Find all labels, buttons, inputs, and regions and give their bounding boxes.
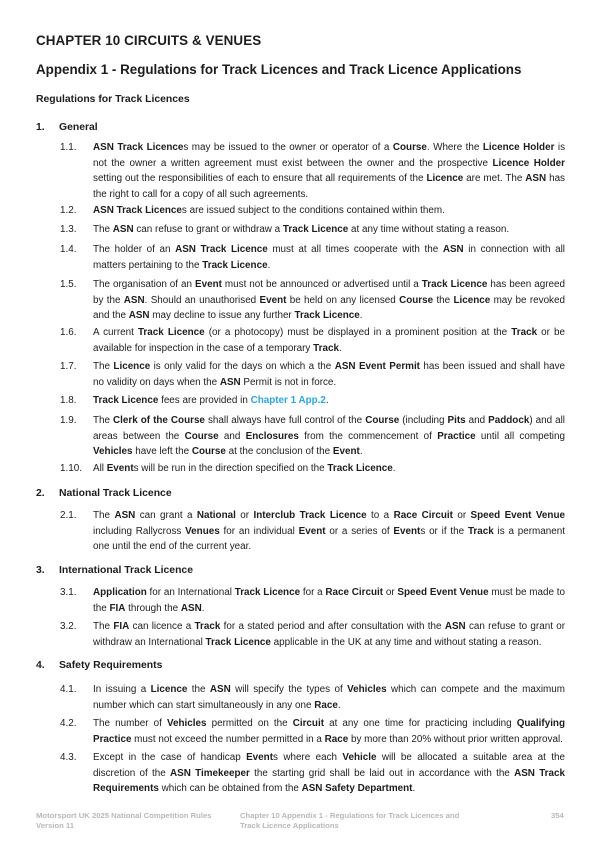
clause-number: 4.2. — [60, 718, 77, 729]
clause-2-1 — [60, 508, 565, 555]
clause-1-4 — [60, 242, 565, 273]
clause-text: Except in the case of handicap Events where each Vehicle will be allocated a suitable area at the discretion of the ASN Timekeeper the starting grid shall be laid out in accordance with the ASN Track Requirements which can be obtained from the ASN Safety Department. — [93, 752, 566, 794]
clause-number: 1.5. — [60, 279, 77, 290]
clause-text: The ASN can refuse to grant or withdraw a Track Licence at any time without stating a reason. — [93, 224, 510, 235]
clause-number: 1.9. — [60, 415, 77, 426]
section-title: General — [59, 122, 98, 133]
clause-number: 4.3. — [60, 752, 77, 763]
appendix-title: Appendix 1 - Regulations for Track Licences and Track Licence Applications — [36, 62, 522, 77]
clause-3-1 — [60, 585, 565, 616]
footer-chapter-reference: Chapter 10 Appendix 1 - Regulations for Track Licences and Track Licence Applications — [240, 811, 460, 830]
clause-number: 2.1. — [60, 510, 77, 521]
regulations-subheading: Regulations for Track Licences — [36, 94, 190, 105]
clause-text: The number of Vehicles permitted on the Circuit at any one time for practicing including Qualifying Practice must not exceed the number permitted in a Race by more than 20% without prior written approval. — [93, 718, 565, 745]
clause-text: The ASN can grant a National or Interclub Track Licence to a Race Circuit or Speed Event Venue including Rallycross Venues for an individual Event or a series of Events or if the Track is a permanent one until the end of the current year. — [93, 510, 565, 552]
clause-text: The holder of an ASN Track Licence must at all times cooperate with the ASN in connection with all matters pertaining to the Track Licence. — [93, 244, 565, 271]
section-number: 4. — [36, 660, 45, 671]
clause-number: 3.1. — [60, 587, 77, 598]
clause-text: The organisation of an Event must not be announced or advertised until a Track Licence has been agreed by the ASN. Should an unauthorised Event be held on any licensed Course the Licence may be revoked and the ASN may decline to issue any further Track Licence. — [93, 279, 565, 321]
section-title: Safety Requirements — [59, 660, 163, 671]
clause-1-7 — [60, 359, 565, 390]
page-number: 354 — [551, 811, 564, 820]
section-title: National Track Licence — [59, 488, 172, 499]
section-number: 3. — [36, 565, 45, 576]
clause-number: 1.3. — [60, 224, 77, 235]
clause-number: 1.10. — [60, 463, 82, 474]
chapter-1-app-2-link[interactable]: Chapter 1 App.2 — [250, 395, 326, 406]
clause-number: 1.2. — [60, 205, 77, 216]
clause-1-9 — [60, 413, 565, 460]
section-title: International Track Licence — [59, 565, 193, 576]
clause-number: 4.1. — [60, 684, 77, 695]
clause-4-2 — [60, 716, 565, 747]
section-number: 2. — [36, 488, 45, 499]
clause-number: 1.8. — [60, 395, 77, 406]
clause-1-1 — [60, 140, 565, 202]
clause-text: The FIA can licence a Track for a stated period and after consultation with the ASN can refuse to grant or withdraw an International Track Licence applicable in the UK at any time and without stating a reason. — [93, 621, 566, 648]
clause-4-3 — [60, 750, 565, 797]
clause-4-1 — [60, 682, 565, 713]
section-number: 1. — [36, 122, 45, 133]
clause-number: 1.4. — [60, 244, 77, 255]
clause-text: Application for an International Track Licence for a Race Circuit or Speed Event Venue must be made to the FIA through the ASN. — [93, 587, 565, 614]
clause-number: 1.1. — [60, 142, 77, 153]
clause-1-6 — [60, 325, 565, 356]
clause-text: ASN Track Licences are issued subject to the conditions contained within them. — [93, 205, 445, 216]
clause-text: All Events will be run in the direction specified on the Track Licence. — [93, 463, 396, 474]
chapter-title: CHAPTER 10 CIRCUITS & VENUES — [36, 33, 262, 48]
clause-number: 1.6. — [60, 327, 77, 338]
clause-text: The Licence is only valid for the days on which a the ASN Event Permit has been issued and shall have no validity on days when the ASN Permit is not in force. — [93, 361, 566, 388]
clause-text: ASN Track Licences may be issued to the owner or operator of a Course. Where the Licence Holder is not the owner a written agreement must exist between the owner and the prospective Licence Holder setting out the responsibilities of each to ensure that all requirements of the Licence are met. The ASN has the right to call for a copy of all such agreements. — [93, 142, 566, 200]
clause-text: The Clerk of the Course shall always have full control of the Course (including Pits and Paddock) and all areas between the Course and Enclosures from the commencement of Practice until all competing Vehicles have left the Course at the conclusion of the Event. — [93, 415, 565, 457]
clause-text: Track Licence fees are provided in Chapter 1 App.2. — [93, 395, 329, 406]
clause-1-3 — [60, 222, 565, 238]
clause-1-8 — [60, 393, 565, 409]
clause-text: In issuing a Licence the ASN will specify the types of Vehicles which can compete and the maximum number which can start simultaneously in any one Race. — [93, 684, 565, 711]
clause-text: A current Track Licence (or a photocopy) must be displayed in a prominent position at the Track or be available for inspection in the case of a temporary Track. — [93, 327, 565, 354]
clause-number: 3.2. — [60, 621, 77, 632]
clause-3-2 — [60, 619, 565, 650]
clause-1-5 — [60, 277, 565, 324]
clause-1-10 — [60, 461, 565, 477]
clause-number: 1.7. — [60, 361, 77, 372]
clause-1-2 — [60, 203, 565, 219]
footer-publication: Motorsport UK 2025 National Competition Rules Version 11 — [36, 811, 212, 830]
